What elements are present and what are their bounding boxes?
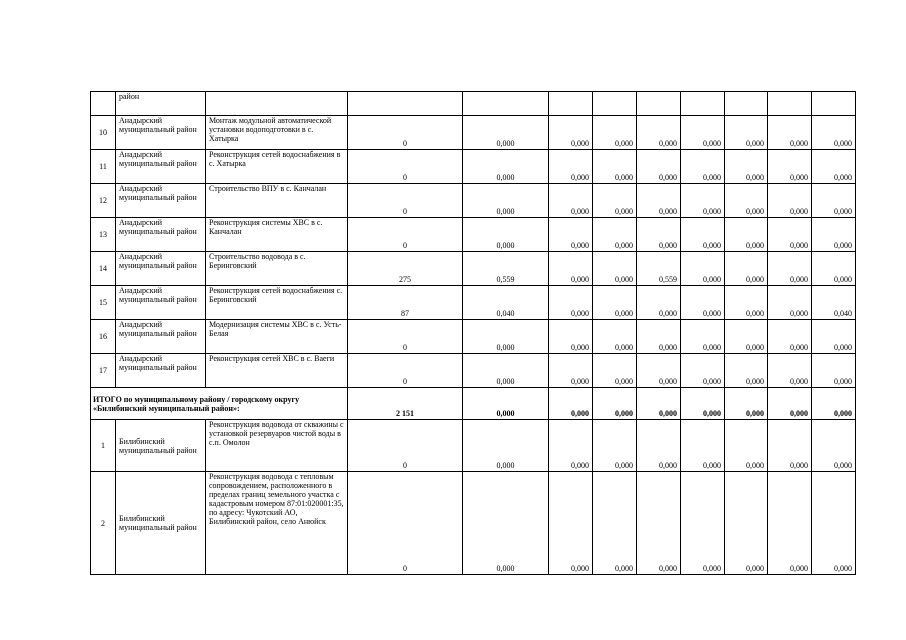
district-cell: Анадырский муниципальный район: [116, 252, 206, 286]
value-cell-1: 0: [348, 420, 463, 472]
investment-program-table: [90, 91, 856, 575]
total-value-cell-2: 0,000: [463, 388, 549, 420]
value-cell-9: 0,000: [812, 184, 856, 218]
value-cell-5: 0,000: [637, 420, 681, 472]
value-cell-3: 0,000: [549, 354, 593, 388]
value-cell-6: 0,000: [681, 472, 725, 575]
value-cell-7: 0,000: [725, 472, 768, 575]
value-cell-5: 0,000: [637, 218, 681, 252]
value-cell-2: 0,000: [463, 184, 549, 218]
value-cell-6: 0,000: [681, 252, 725, 286]
value-cell-9: 0,000: [812, 354, 856, 388]
value-cell-6: 0,000: [681, 218, 725, 252]
value-cell-4: 0,000: [593, 184, 637, 218]
value-cell-6: 0,000: [681, 354, 725, 388]
value-cell-3: 0,000: [549, 320, 593, 354]
value-cell-4: 0,000: [593, 320, 637, 354]
value-cell-6: 0,000: [681, 184, 725, 218]
value-cell-2: 0,000: [463, 420, 549, 472]
description-cell: [206, 92, 348, 116]
table-row: [91, 354, 856, 388]
value-cell-5: 0,000: [637, 286, 681, 320]
value-cell-3: 0,000: [549, 116, 593, 150]
value-cell-4: 0,000: [593, 354, 637, 388]
value-cell-8: 0,000: [768, 218, 812, 252]
value-cell-1: 0: [348, 218, 463, 252]
row-number-cell: 14: [91, 252, 116, 286]
value-cell-9: 0,040: [812, 286, 856, 320]
value-cell-3: 0,000: [549, 150, 593, 184]
district-cell: Анадырский муниципальный район: [116, 286, 206, 320]
value-cell-6: 0,000: [681, 286, 725, 320]
row-number-cell: 10: [91, 116, 116, 150]
value-cell-8: 0,000: [768, 150, 812, 184]
table-row: [91, 218, 856, 252]
description-cell: Реконструкция системы ХВС в с. Канчалан: [206, 218, 348, 252]
row-number-cell: 17: [91, 354, 116, 388]
value-cell-2: 0,000: [463, 150, 549, 184]
row-number-cell: 16: [91, 320, 116, 354]
value-cell-6: 0,000: [681, 320, 725, 354]
value-cell-3: 0,000: [549, 218, 593, 252]
description-cell: Строительство ВПУ в с. Канчалан: [206, 184, 348, 218]
row-number-cell: 2: [91, 472, 116, 575]
value-cell-1: 0: [348, 354, 463, 388]
description-cell: Монтаж модульной автоматической установки водоподготовки в с. Хатырка: [206, 116, 348, 150]
value-cell-5: 0,000: [637, 150, 681, 184]
value-cell-8: 0,000: [768, 252, 812, 286]
table-row: [91, 286, 856, 320]
value-cell-3: 0,000: [549, 286, 593, 320]
value-cell-5: 0,000: [637, 116, 681, 150]
table-row: [91, 472, 856, 575]
value-cell-7: 0,000: [725, 286, 768, 320]
value-cell-6: 0,000: [681, 150, 725, 184]
row-number-cell: 12: [91, 184, 116, 218]
value-cell-2: 0,040: [463, 286, 549, 320]
district-cell: Анадырский муниципальный район: [116, 184, 206, 218]
value-cell-7: 0,000: [725, 354, 768, 388]
value-cell-2: 0,000: [463, 354, 549, 388]
value-cell-4: 0,000: [593, 420, 637, 472]
row-number-cell: 11: [91, 150, 116, 184]
description-cell: Реконструкция водовода с тепловым сопровождением, расположенного в пределах границ земельного участка с кадастровым номером 87:01:020001:35, по адресу: Чукотский АО, Билибинский район, село Анюйск: [206, 472, 348, 575]
value-cell-9: 0,000: [812, 252, 856, 286]
value-cell-2: 0,000: [463, 218, 549, 252]
value-cell-7: 0,000: [725, 150, 768, 184]
value-cell-2: 0,559: [463, 252, 549, 286]
total-value-cell-8: 0,000: [768, 388, 812, 420]
value-cell-9: 0,000: [812, 116, 856, 150]
description-cell: Строительство водовода в с. Беринговский: [206, 252, 348, 286]
total-value-cell-6: 0,000: [681, 388, 725, 420]
value-cell-9: 0,000: [812, 420, 856, 472]
value-cell-1: 87: [348, 286, 463, 320]
value-cell-8: 0,000: [768, 116, 812, 150]
table-body: [91, 92, 856, 575]
description-cell: Реконструкция сетей водоснабжения с. Беринговский: [206, 286, 348, 320]
row-number-cell: [91, 92, 116, 116]
total-value-cell-4: 0,000: [593, 388, 637, 420]
value-cell-5: 0,000: [637, 320, 681, 354]
value-cell-9: 0,000: [812, 218, 856, 252]
value-cell-7: 0,000: [725, 116, 768, 150]
value-cell-1: 0: [348, 184, 463, 218]
table-row: [91, 116, 856, 150]
value-cell-3: 0,000: [549, 184, 593, 218]
value-cell-8: 0,000: [768, 320, 812, 354]
value-cell-8: 0,000: [768, 286, 812, 320]
value-cell-5: 0,000: [637, 472, 681, 575]
value-cell-4: 0,000: [593, 472, 637, 575]
value-cell-9: 0,000: [812, 320, 856, 354]
value-cell-1: 0: [348, 472, 463, 575]
value-cell-2: 0,000: [463, 116, 549, 150]
value-cell-8: 0,000: [768, 472, 812, 575]
value-cell-4: 0,000: [593, 218, 637, 252]
total-value-cell-9: 0,000: [812, 388, 856, 420]
value-cell-8: 0,000: [768, 184, 812, 218]
value-cell-3: 0,000: [549, 420, 593, 472]
value-cell-7: 0,000: [725, 184, 768, 218]
value-cell-9: 0,000: [812, 150, 856, 184]
value-cell-8: 0,000: [768, 354, 812, 388]
value-cell-1: 0: [348, 116, 463, 150]
value-cell-7: 0,000: [725, 218, 768, 252]
table-row: [91, 420, 856, 472]
value-cell-7: 0,000: [725, 252, 768, 286]
value-cell-7: 0,000: [725, 420, 768, 472]
value-cell-5: 0,000: [637, 354, 681, 388]
value-cell-1: 0: [348, 150, 463, 184]
value-cell-3: 0,000: [549, 472, 593, 575]
value-cell-7: 0,000: [725, 320, 768, 354]
table-row: [91, 184, 856, 218]
table-row-continued: [91, 92, 856, 116]
district-cell: Анадырский муниципальный район: [116, 116, 206, 150]
value-cell-5: 0,559: [637, 252, 681, 286]
value-cell-4: 0,000: [593, 116, 637, 150]
value-cell-1: 275: [348, 252, 463, 286]
value-cell-4: 0,000: [593, 150, 637, 184]
total-row: [91, 388, 856, 420]
description-cell: Реконструкция водовода от скважины с установкой резервуаров чистой воды в с.п. Омолон: [206, 420, 348, 472]
total-value-cell-3: 0,000: [549, 388, 593, 420]
value-cell-2: 0,000: [463, 320, 549, 354]
district-cell: район: [116, 92, 206, 116]
district-cell: Анадырский муниципальный район: [116, 150, 206, 184]
district-cell: Билибинский муниципальный район: [116, 472, 206, 575]
total-label: ИТОГО по муниципальному району / городскому округу «Билибинский муниципальный район»:: [91, 388, 348, 420]
district-cell: Анадырский муниципальный район: [116, 218, 206, 252]
value-cell-3: 0,000: [549, 252, 593, 286]
value-cell-8: 0,000: [768, 420, 812, 472]
description-cell: Модернизация системы ХВС в с. Усть-Белая: [206, 320, 348, 354]
value-cell-4: 0,000: [593, 252, 637, 286]
row-number-cell: 1: [91, 420, 116, 472]
row-number-cell: 13: [91, 218, 116, 252]
value-cell-6: 0,000: [681, 420, 725, 472]
value-cell-6: 0,000: [681, 116, 725, 150]
value-cell-5: 0,000: [637, 184, 681, 218]
value-cell-4: 0,000: [593, 286, 637, 320]
total-value-cell-1: 2 151: [348, 388, 463, 420]
total-value-cell-5: 0,000: [637, 388, 681, 420]
district-cell: Билибинский муниципальный район: [116, 420, 206, 472]
value-cell-2: 0,000: [463, 472, 549, 575]
row-number-cell: 15: [91, 286, 116, 320]
total-value-cell-7: 0,000: [725, 388, 768, 420]
description-cell: Реконструкция сетей ХВС в с. Ваеги: [206, 354, 348, 388]
table-row: [91, 320, 856, 354]
table-row: [91, 150, 856, 184]
description-cell: Реконструкция сетей водоснабжения в с. Хатырка: [206, 150, 348, 184]
district-cell: Анадырский муниципальный район: [116, 320, 206, 354]
value-cell-9: 0,000: [812, 472, 856, 575]
value-cell-1: 0: [348, 320, 463, 354]
table-row: [91, 252, 856, 286]
district-cell: Анадырский муниципальный район: [116, 354, 206, 388]
